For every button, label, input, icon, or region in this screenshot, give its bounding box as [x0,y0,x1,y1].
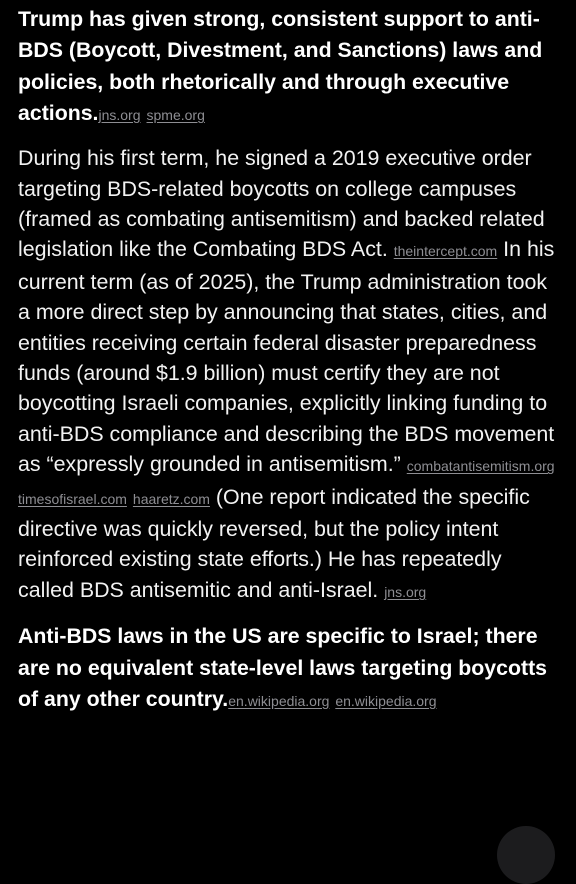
source-link-jns-2[interactable]: jns.org [384,583,427,600]
conclusion-text: Anti-BDS laws in the US are specific to Israel; there are no equivalent state-level laws targeting boycotts of any other country. [18,624,548,711]
summary-text: Trump has given strong, consistent support to anti-BDS (Boycott, Divestment, and Sanctions) laws and policies, both rhetorically and through executive actions. [18,7,543,125]
source-link-theintercept[interactable]: theintercept.com [393,243,498,260]
response-content [18,4,558,729]
source-link-spme[interactable]: spme.org [146,106,205,123]
source-link-wikipedia-2[interactable]: en.wikipedia.org [335,692,437,709]
detail-text-b: In his current term (as of 2025), the Trump administration took a more direct step by announcing that states, cities, and entities receiving certain federal disaster preparedness funds (around $1.9 billion) must certify they are not boycotting Israeli companies, explicitly linking funding to anti-BDS compliance and describing the BDS movement as “expressly grounded in antisemitism.” [18,237,555,477]
source-link-timesofisrael[interactable]: timesofisrael.com [18,490,127,507]
source-link-jns[interactable]: jns.org [98,106,141,123]
detail-text-a: During his first term, he signed a 2019 executive order targeting BDS-related boycotts on college campuses (framed as combating antisemitism) and backed related legislation like the Combating BDS Act. [18,146,545,262]
scroll-to-bottom-button[interactable] [497,826,555,884]
conclusion-paragraph [18,621,558,717]
source-link-haaretz[interactable]: haaretz.com [132,490,210,507]
source-link-wikipedia-1[interactable]: en.wikipedia.org [228,692,330,709]
detail-paragraph [18,143,558,607]
summary-paragraph [18,4,558,131]
source-link-combatantisemitism[interactable]: combatantisemitism.org [406,458,555,475]
detail-text-c: (One report indicated the specific directive was quickly reversed, but the policy intent reinforced existing state efforts.) He has repeatedly called BDS antisemitic and anti-Israel. [18,484,530,602]
